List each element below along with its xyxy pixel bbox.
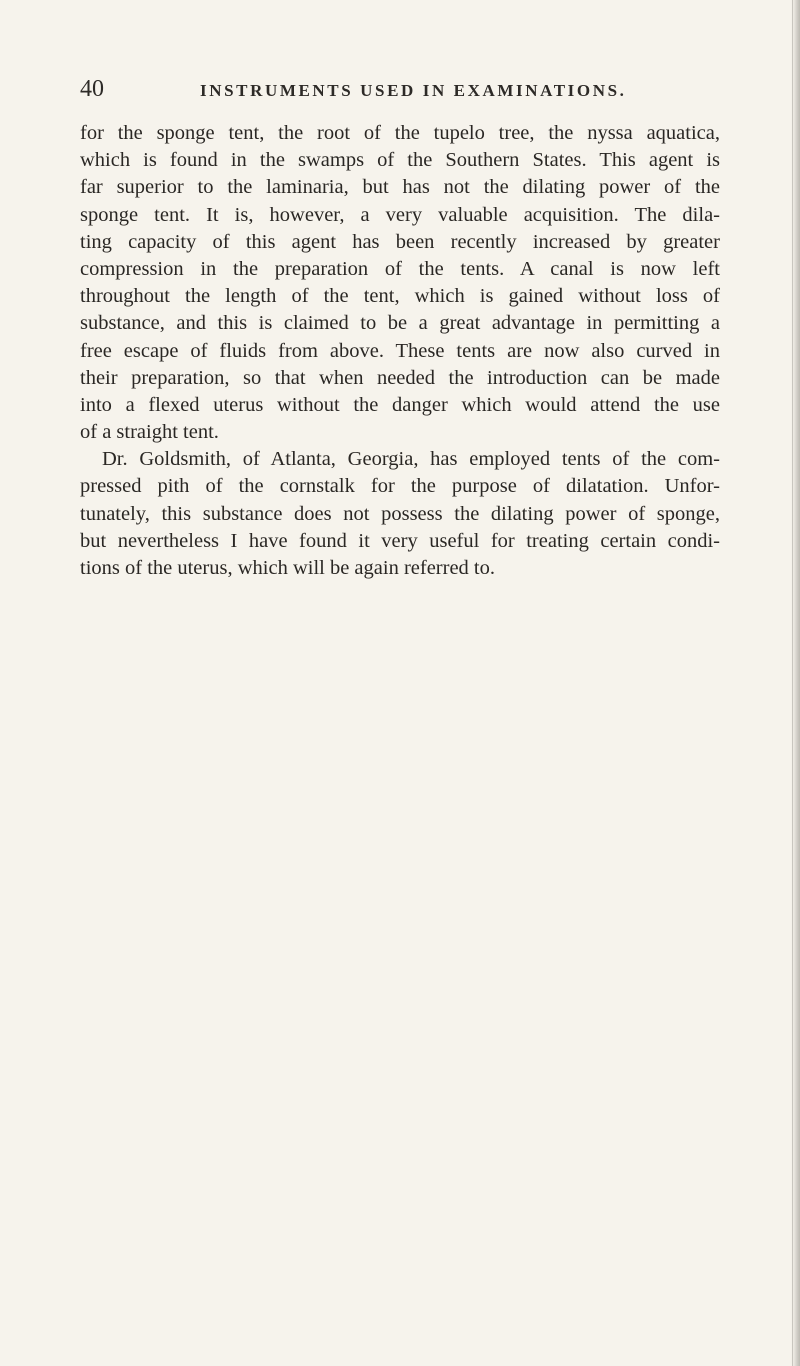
body-text: [80, 120, 720, 582]
text-line: free escape of fluids from above. These tents are now also curved in: [80, 339, 720, 362]
paragraph-start-line: Dr. Goldsmith, of Atlanta, Georgia, has employed tents of the com-: [102, 448, 720, 471]
text-line: compression in the preparation of the tents. A canal is now left: [80, 257, 720, 280]
text-line: tunately, this substance does not possess the dilating power of sponge,: [80, 502, 720, 525]
text-line: for the sponge tent, the root of the tupelo tree, the nyssa aquatica,: [80, 122, 720, 144]
running-head-title: INSTRUMENTS USED IN EXAMINATIONS.: [200, 81, 627, 100]
text-line: pressed pith of the cornstalk for the purpose of dilatation. Unfor-: [80, 475, 720, 498]
text-line: sponge tent. It is, however, a very valuable acquisition. The dila-: [80, 203, 720, 226]
text-line: substance, and this is claimed to be a great advantage in permitting a: [80, 312, 720, 335]
text-line: ting capacity of this agent has been recently increased by greater: [80, 230, 720, 253]
page-edge-line: [792, 0, 793, 1366]
text-line: their preparation, so that when needed the introduction can be made: [80, 366, 720, 389]
paragraph-end-line: of a straight tent.: [80, 421, 219, 444]
running-head: [80, 72, 720, 106]
text-line: far superior to the laminaria, but has not the dilating power of the: [80, 176, 720, 199]
text-line: throughout the length of the tent, which is gained without loss of: [80, 285, 720, 308]
text-line: but nevertheless I have found it very useful for treating certain condi-: [80, 529, 720, 552]
text-line: into a flexed uterus without the danger which would attend the use: [80, 393, 720, 416]
paragraph-end-line: tions of the uterus, which will be again referred to.: [80, 557, 495, 579]
text-line: which is found in the swamps of the Southern States. This agent is: [80, 149, 720, 172]
page-number: 40: [80, 76, 104, 102]
